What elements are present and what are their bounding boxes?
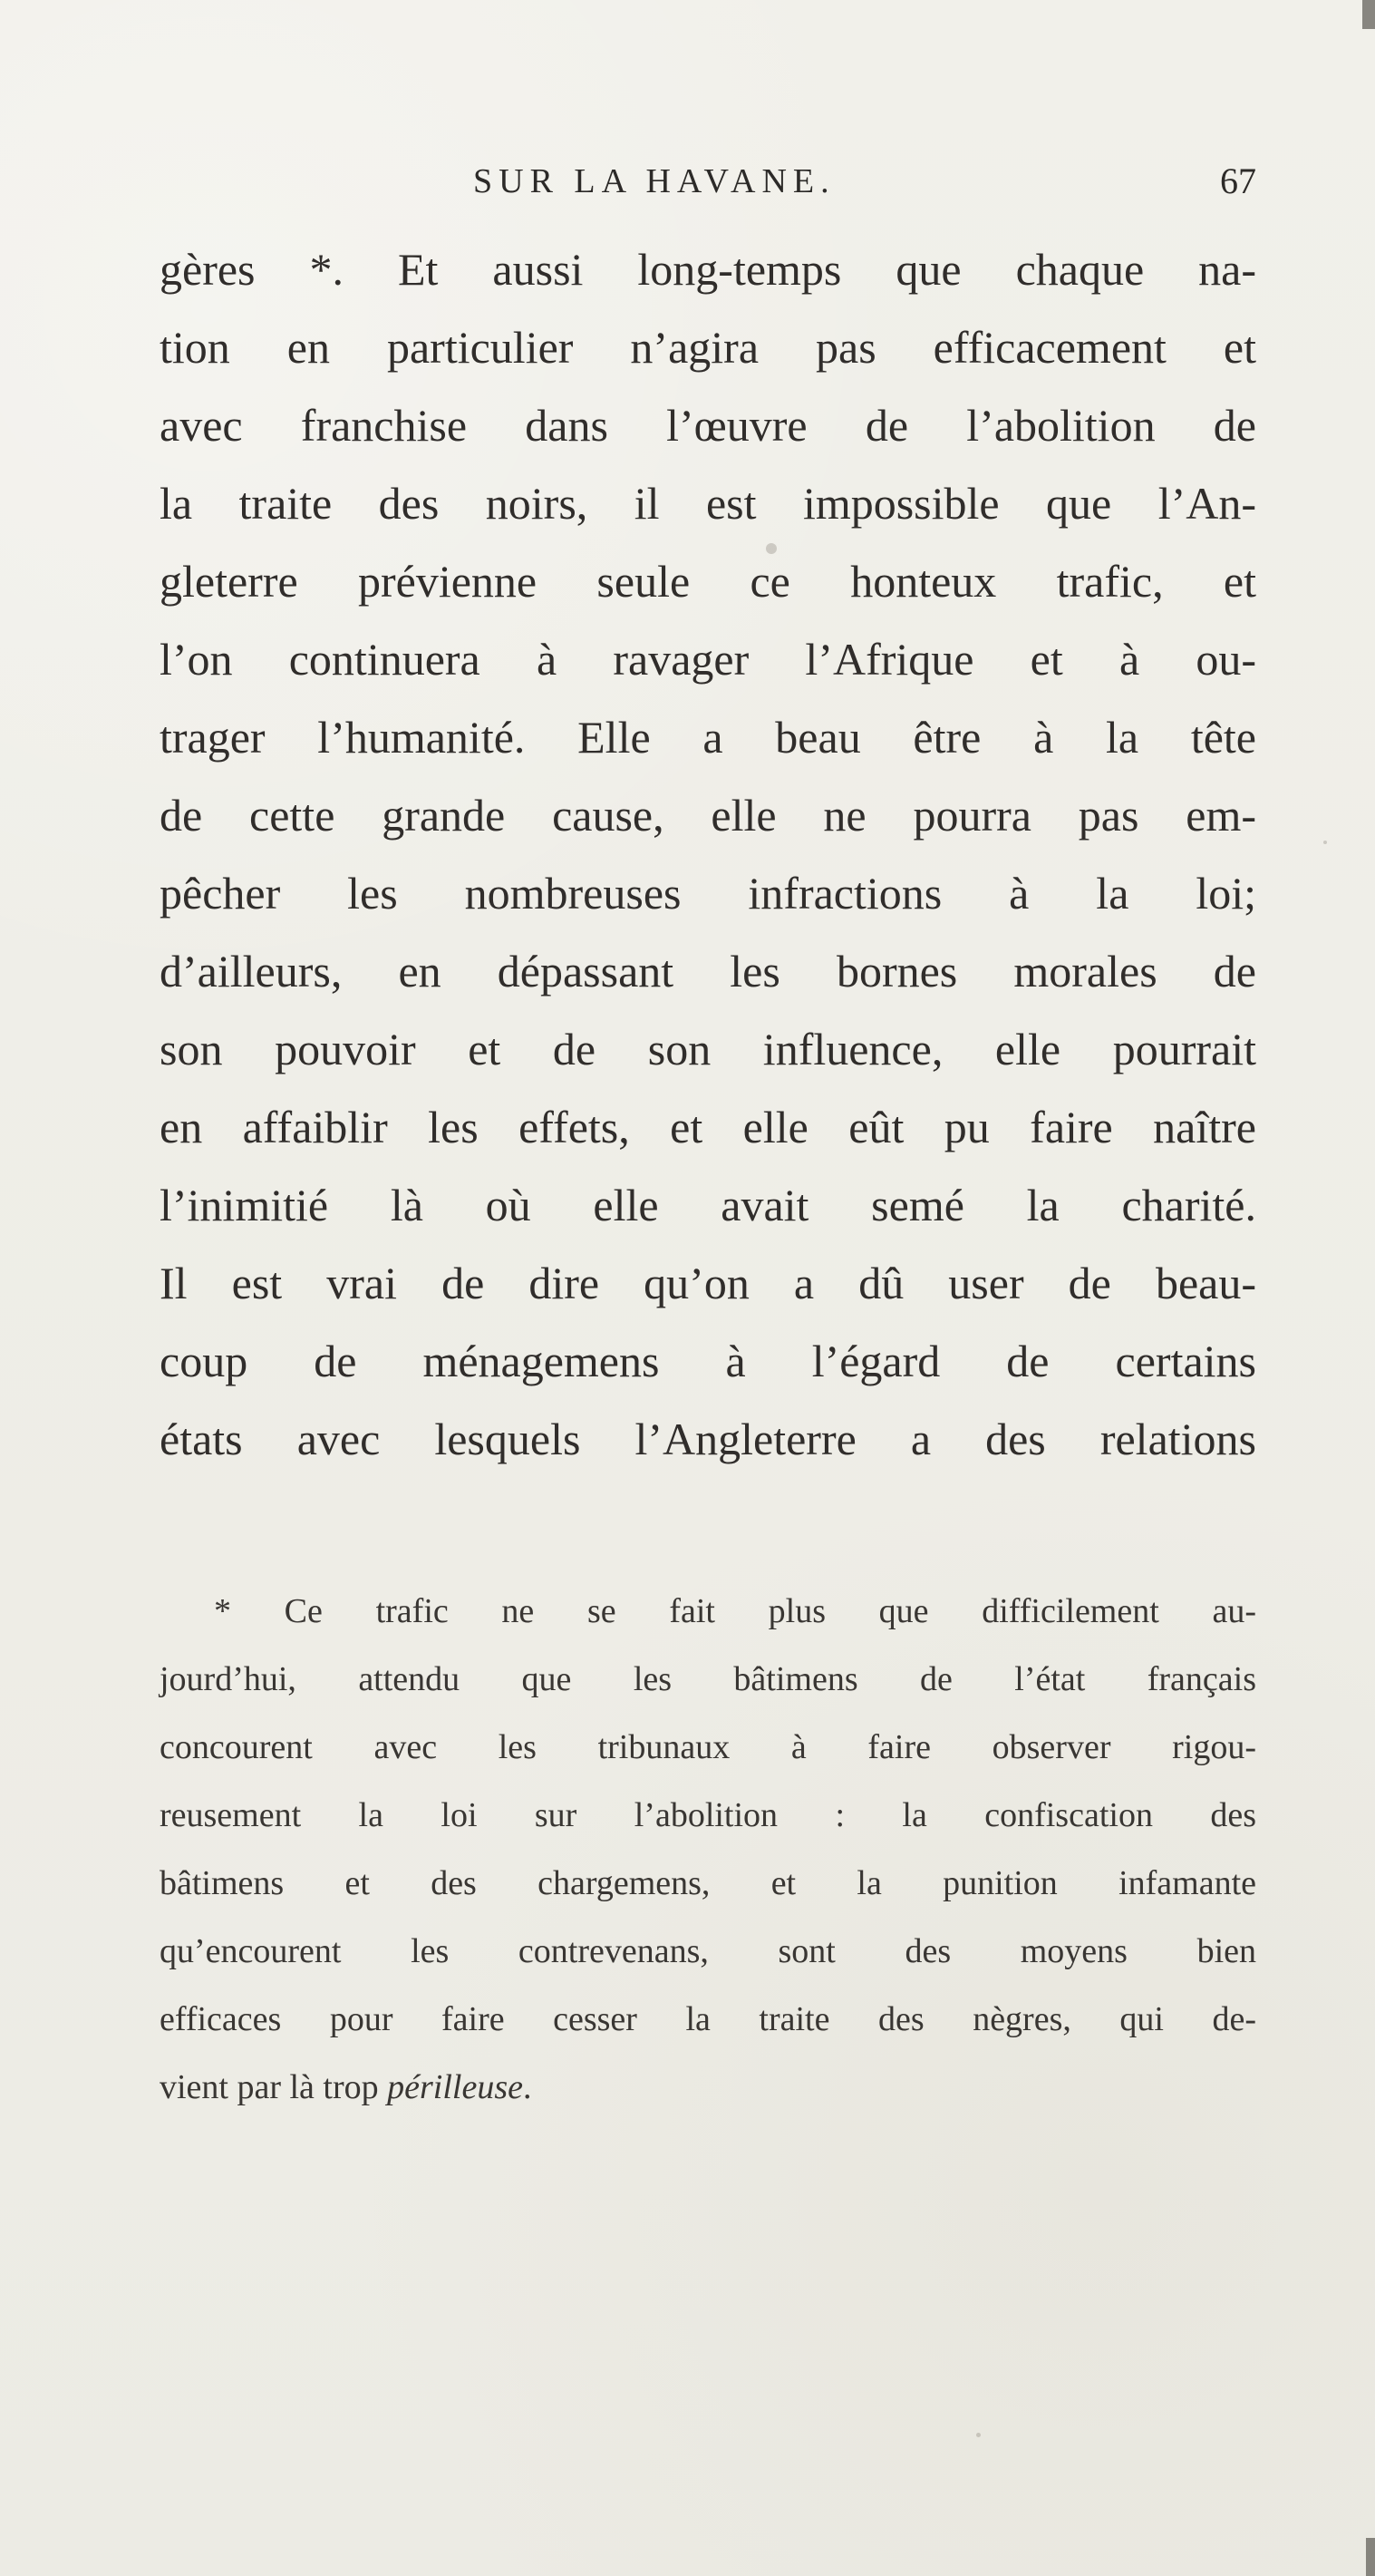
footnote-last-line	[160, 2054, 1256, 2122]
text-line: en affaiblir les effets, et elle eût pu faire naître	[160, 1102, 1256, 1152]
footnote-line: reusement la loi sur l’abolition : la confiscation des	[160, 1796, 1256, 1834]
footnote-line: bâtimens et des chargemens, et la punition infamante	[160, 1864, 1256, 1902]
footnote-line: qu’encourent les contrevenans, sont des moyens bien	[160, 1932, 1256, 1970]
text-line: d’ailleurs, en dépassant les bornes morales de	[160, 946, 1256, 996]
footnote-line: concourent avec les tribunaux à faire observer rigou-	[160, 1728, 1256, 1766]
footnote-block	[160, 1578, 1256, 2122]
page-edge-shadow-top	[1362, 0, 1375, 29]
page-number: 67	[1220, 160, 1256, 201]
text-line: de cette grande cause, elle ne pourra pas em-	[160, 790, 1256, 841]
text-line: gères *. Et aussi long-temps que chaque na-	[160, 244, 1256, 295]
footnote-line: * Ce trafic ne se fait plus que difficilement au-	[214, 1592, 1256, 1630]
page-edge-shadow-bottom	[1366, 2538, 1375, 2576]
text-line: états avec lesquels l’Angleterre a des relations	[160, 1414, 1256, 1464]
footnote-last-line-prefix: vient par là trop	[160, 2068, 388, 2106]
text-line: l’on continuera à ravager l’Afrique et à ou-	[160, 634, 1256, 685]
text-line: pêcher les nombreuses infractions à la loi;	[160, 868, 1256, 919]
paper-speck	[976, 2433, 981, 2437]
text-line: coup de ménagemens à l’égard de certains	[160, 1336, 1256, 1386]
text-line: la traite des noirs, il est impossible que l’An-	[160, 478, 1256, 529]
running-title: SUR LA HAVANE.	[473, 162, 836, 200]
text-line: son pouvoir et de son influence, elle pourrait	[160, 1024, 1256, 1074]
footnote-line: jourd’hui, attendu que les bâtimens de l’état français	[160, 1660, 1256, 1698]
text-line: Il est vrai de dire qu’on a dû user de beau-	[160, 1258, 1256, 1308]
text-line: tion en particulier n’agira pas efficacement et	[160, 322, 1256, 373]
text-line: l’inimitié là où elle avait semé la charité.	[160, 1180, 1256, 1230]
footnote-last-line-suffix: .	[523, 2068, 532, 2106]
footnote-line: efficaces pour faire cesser la traite des nègres, qui de-	[160, 2000, 1256, 2038]
text-line: avec franchise dans l’œuvre de l’abolition de	[160, 400, 1256, 451]
footnote-italic-word: périlleuse	[387, 2068, 523, 2106]
paper-speck	[1323, 841, 1327, 844]
text-line: gleterre prévienne seule ce honteux trafic, et	[160, 556, 1256, 607]
main-text-block	[160, 230, 1256, 1478]
text-line: trager l’humanité. Elle a beau être à la tête	[160, 712, 1256, 763]
page-header	[160, 161, 1256, 225]
